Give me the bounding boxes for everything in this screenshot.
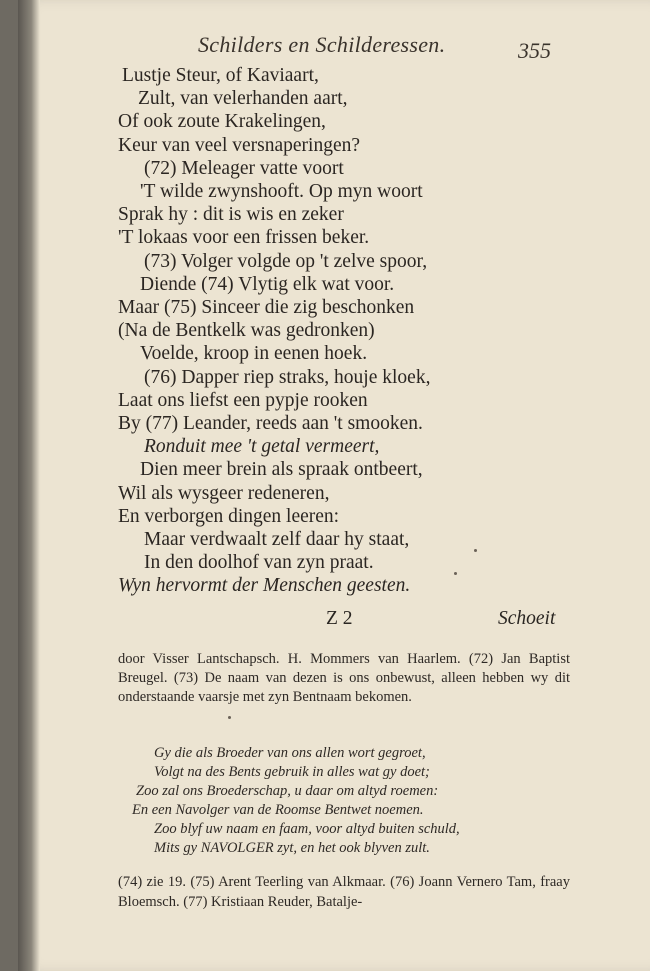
verse-line: By (77) Leander, reeds aan 't smooken. [118,413,423,435]
verse-line: Wil als wysgeer redeneren, [118,482,330,504]
book-page [18,0,650,971]
binding-gutter [18,0,40,971]
ink-speck [474,549,477,552]
verse-line: (73) Volger volgde op 't zelve spoor, [144,250,428,272]
verse-line: Sprak hy : dit is wis en zeker [118,204,344,226]
signature-mark: Z 2 [326,608,353,629]
verse-line: In den doolhof van zyn praat. [144,552,374,574]
running-head-title: Schilders en Schilderessen. [198,32,446,57]
verse-line: (72) Meleager vatte voort [144,157,344,179]
verse-line: (76) Dapper riep straks, houje kloek, [144,366,431,388]
verse-line: Laat ons liefst een pypje rooken [118,389,368,411]
poem-line: Gy die als Broeder van ons allen wort gegroet, [154,745,426,761]
verse-line: Zult, van velerhanden aart, [138,88,348,110]
poem-line: En een Navolger van de Roomse Bentwet noemen. [132,802,424,818]
page-number: 355 [518,38,551,63]
verse-line: Lustje Steur, of Kaviaart, [122,65,319,86]
poem-line: Mits gy NAVOLGER zyt, en het ook blyven zult. [154,840,430,856]
inset-poem [132,744,574,858]
verse-line: (Na de Bentkelk was gedronken) [118,320,375,342]
poem-line: Zoo zal ons Broederschap, u daar om altyd roemen: [136,783,439,799]
verse-line: Voelde, kroop in eenen hoek. [140,343,368,365]
catchword: Schoeit [498,608,556,629]
note-paragraph: door Visser Lantschapsch. H. Mommers van Haarlem. (72) Jan Baptist Breugel. (73) De naam van dezen is ons onbewust, alleen hebben wy dit onderstaande vaarsje met zyn Bentnaam bekomen. [118,651,570,705]
verse-line: Ronduit mee 't getal vermeert, [144,436,380,458]
verse-line: Wyn hervormt der Menschen geesten. [118,575,411,597]
verse-block [118,64,588,598]
verse-line: Diende (74) Vlytig elk wat voor. [140,273,395,295]
poem-line: Volgt na des Bents gebruik in alles wat gy doet; [154,764,430,780]
footnote-paragraph: (74) zie 19. (75) Arent Teerling van Alkmaar. (76) Joann Vernero Tam, fraay Bloemsch. (77) Kristiaan Reuder, Batalje- [118,874,570,910]
verse-line: Dien meer brein als spraak ontbeert, [140,459,423,481]
verse-line: En verborgen dingen leeren: [118,505,340,527]
ink-speck [228,716,231,719]
poem-line: Zoo blyf uw naam en faam, voor altyd buiten schuld, [154,821,460,837]
verse-line: Maar verdwaalt zelf daar hy staat, [144,529,410,551]
ink-speck [454,572,457,575]
verse-line: Keur van veel versnaperingen? [118,134,361,156]
verse-line: Of ook zoute Krakelingen, [118,111,326,133]
verse-line: 'T lokaas voor een frissen beker. [118,227,370,249]
verse-line: 'T wilde zwynshooft. Op myn woort [140,181,423,203]
verse-line: Maar (75) Sinceer die zig beschonken [118,297,415,319]
